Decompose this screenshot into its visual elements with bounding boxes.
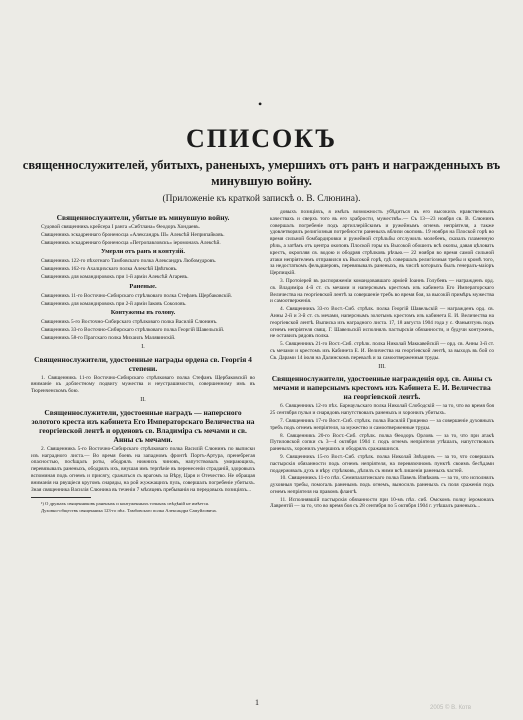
heading-died: Умерли отъ ранъ и контузій. (101, 248, 185, 256)
list-item: Священникъ эскадреннаго броненосца «Петропавловскъ» іеромонахъ Алексѣй. (41, 239, 221, 246)
page-number: 1 (255, 698, 259, 707)
section-title: Священнослужители, удостоенные награды ордена св. Георгія 4 степени. (34, 354, 252, 373)
list-item: Священникъ эскадреннаго броненосца «Александръ III» Алексѣй Неприпайковъ. (41, 231, 225, 238)
list-item: Священникъ 58-го Прагскаго полка Михаилъ Малявинскій. (41, 334, 176, 341)
heading-killed: Священнослужители, убитые въ минувшую войну. (56, 213, 230, 222)
paragraph: 7. Священникъ 17-го Вост.-Сиб. стрѣлк. полка Василій Гриценко — за совершеніе духовныхъ требъ подъ огнемъ непріятеля, за мужество и самоотверженные труды. (270, 417, 494, 431)
list-item: Священникъ 5-го Восточно-Сибирскаго стрѣлковаго полка Василій Слюнинъ. (41, 319, 218, 326)
paragraph: 11. Исполнявшій пастырскія обязанности при 10-мъ пѣх. сиб. Омскомъ полку іеромонахъ Лаврентій — за то, что во время боя съ 28 сентября по 5 октября 1904 г. утѣшалъ раненыхъ... (270, 496, 494, 510)
paragraph: 4. Священникъ 33-го Вост.-Сиб. стрѣлк. полка Георгій Шавельскій — награжденъ орд. св. Анны 2-й и 3-й ст. съ мечами, наперснымъ золотымъ крестомъ изъ кабинета Е. И. Величества на георгіевской лентѣ. Выписка изъ наградного листа. 17, 18 августа 1904 года у с. Фаньязтунь подъ огнемъ непріятеля свящ. Г. Шавельскій исполнялъ пастырскія обязанности, и будучи контуженъ, не оставилъ рядовъ полка. (270, 306, 494, 340)
footnote-divider (31, 497, 91, 498)
decorative-bullet: • (258, 97, 263, 111)
list-item: Священникъ 162-го Ахалцихскаго полка Алексѣй Цвѣтковъ. (41, 266, 178, 273)
appendix-note: (Приложеніе къ краткой запискѣ о. В. Слюнина). (162, 194, 361, 204)
right-column (270, 209, 494, 694)
list-item: Священникъ для командировокъ при 1-й арміи Алексѣй Агаревъ. (41, 273, 189, 280)
list-item: Священникъ 11-го Восточно-Сибирскаго стрѣлковаго полка Стефанъ Щербаковскій. (41, 292, 233, 299)
paragraph: 1. Священникъ 11-го Восточно-Сибирскаго стрѣлковаго полка Стефанъ Щербаковскій во вниманіе къ доблестному подвигу мужества и неустрашимости, совершенному имъ въ Тюренченскомъ бою. (31, 374, 255, 395)
section-number: I. (141, 343, 145, 350)
paragraph: 9. Священникъ 15-го Вост.-Сиб. стрѣлк. полка Николай Звѣздинъ — за то, что совершалъ пастырскія обязанности подъ огнемъ непріятеля, на перевязочномъ пунктѣ своимъ бесѣдами поддерживалъ духъ и вѣру стрѣлковъ, дѣлилъ съ ними всѣ лишенія раненыхъ частей. (270, 453, 494, 474)
paragraph: довыхъ позиціяхъ, я имѣлъ возможность убѣдиться въ его высокихъ нравственныхъ качествахъ и сверхъ того въ его храбрости, мужествѣ».— Съ 13—23 ноября св. В. Слюнинъ совершалъ погребеніе подъ артиллерійскимъ и ружейнымъ огнемъ непріятеля, а также удовлетворялъ религіозныя потребности раненыхъ вблизи окоповъ. 19 ноября на Плоской горѣ во время сильной бомбардировки и ружейной стрѣльбы отслужилъ молебенъ, сказалъ пламенную рѣчь, а затѣмъ отъ центра окоповъ Плоской горы къ Высокой обошелъ всѣ окопы, давая цѣловать крестъ, окропляя св. водою и ободряя стрѣлковъ рѣчью.— 22 ноября во время самой сильной атаки непріятелемъ отправился къ Высокой горѣ, гдѣ совершалъ религіозныя требы и кромѣ того, за недостаткомъ фельдшеровъ, перевязывалъ раненыхъ, въ числѣ которыхъ былъ генералъ-маіоръ Церпицкій. (270, 209, 494, 277)
section-title: Священнослужители, удостоенные наградъ — наперсного золотого креста изъ кабинета Его Императорскаго Величества на георгіевской лентѣ и орденовъ св. Владиміра съ мечами и св. Анны съ мечами. (31, 407, 255, 444)
paragraph: 6. Священникъ 12-го пѣх. Барнаульскаго полка Николай Слободскій — за то, что во время боя 25 сентября пульи и снарядовъ напутствовалъ раненыхъ и хоронилъ убитыхъ. (270, 403, 494, 417)
left-column (31, 209, 255, 679)
list-item: Священникъ 33-го Восточно-Сибирскаго стрѣлковаго полка Георгій Шавельскій. (41, 327, 225, 334)
list-item: Священникъ для командировокъ при 2-й арміи Іаковъ Соколовъ. (41, 300, 187, 307)
heading-contused: Контужены въ голову. (110, 309, 176, 317)
footnote: ¹) О дружахъ священниковъ раненыхъ и контуженныхъ точныхъ свѣдѣній не имѣется. (41, 501, 210, 507)
section-title: Священнослужители, удостоенные награжденія орд. св. Анны съ мечами и наперснымъ крестомъ изъ Кабинета Е. И. Величества на георгіевской лентѣ. (271, 374, 493, 402)
paragraph: 10. Священникъ 11-го пѣх. Семипалатинскаго полка Павелъ Извѣковъ — за то, что исполнялъ духовныя требы, помогалъ раненымъ подъ огнемъ, выносилъ раненыхъ съ поля сраженія подъ огнемъ непріятеля на правомъ флангѣ. (270, 475, 494, 495)
list-item: Священникъ 122-го пѣхотнаго Тамбовскаго полка Александръ Любомудровъ. (41, 258, 217, 265)
section-number: III. (378, 363, 386, 370)
watermark: 2005 © В. Котв (430, 705, 472, 711)
heading-wounded: Раненые. (129, 282, 157, 290)
paragraph: 5. Священникъ 21-го Вост.-Сиб. стрѣлк. полка Николай Маккавейскій — орд. св. Анны 3-й ст. съ мечами и крестомъ изъ Кабинета Е. И. Величества на георгіевской лентѣ, за выходъ въ бой со Св. Дарами 14 іюля на Далинскомъ перевалѣ и за самоотверженныя труды. (270, 341, 494, 361)
paragraph: 3. Протоіерей въ распоряженіи командовавшаго арміей Іоаннъ Голубевъ — награжденъ орд. св. Владиміра 4-й ст. съ мечами и наперснымъ крестомъ изъ кабинета Его Императорскаго Величества на георгіевской лентѣ за совершеніе требъ во время боя, за высокій примѣръ мужества и самоотверженія. (270, 277, 494, 305)
footnote: Духовно-обществъ священника 123-го пѣх. Тамбовскаго полка Александра Самуйловича. (41, 508, 217, 514)
page-subtitle: священнослужителей, убитыхъ, раненыхъ, умершихъ отъ ранъ и награжденныхъ въ минувшую войну. (22, 158, 501, 188)
paragraph: 8. Священникъ 20-го Вост.-Сиб. стрѣлк. полка Ѳеодоръ Орловъ — за то, что при атакѣ Путиловской сопки съ 3—4 октября 1904 г. подъ огнемъ непріятеля утѣшалъ, напутствовалъ раненыхъ, хоронилъ умершихъ и ободрялъ сражавшихся. (270, 432, 494, 453)
paragraph: 2. Священникъ 5-го Восточно-Сибирскаго стрѣлковаго полка Василій Слюнинъ по выписки изъ наградного листа.— Во время боевъ на западномъ фронтѣ Портъ-Артура, пренебрегая опасностью, посѣщалъ роты, ободрялъ нижнихъ чиновъ, напутствовалъ умирающихъ, перевязывалъ раненыхъ, ободрялъ ихъ, внушая имъ терпѣніе въ перенесеніи страданій, здоровыхъ вспоминая подъ огнемъ и присягу, сражаться съ врагомъ за Вѣру, Царя и Отечество. Не обращая вниманія на рвущіеся кругомъ снаряды, на рой жужжащихъ пуль, совершалъ погребеніе убитыхъ. Зная священника Василія Слюнина въ теченіи 7 мѣсяцевъ пребыванія на передовыхъ позиціяхъ... (31, 445, 255, 493)
page-title: СПИСОКЪ (186, 124, 337, 153)
list-item: Судовой священникъ крейсера I ранга «Сибтлана» Ѳеодоръ Хондаевъ. (41, 224, 200, 230)
section-number: II. (140, 396, 146, 403)
